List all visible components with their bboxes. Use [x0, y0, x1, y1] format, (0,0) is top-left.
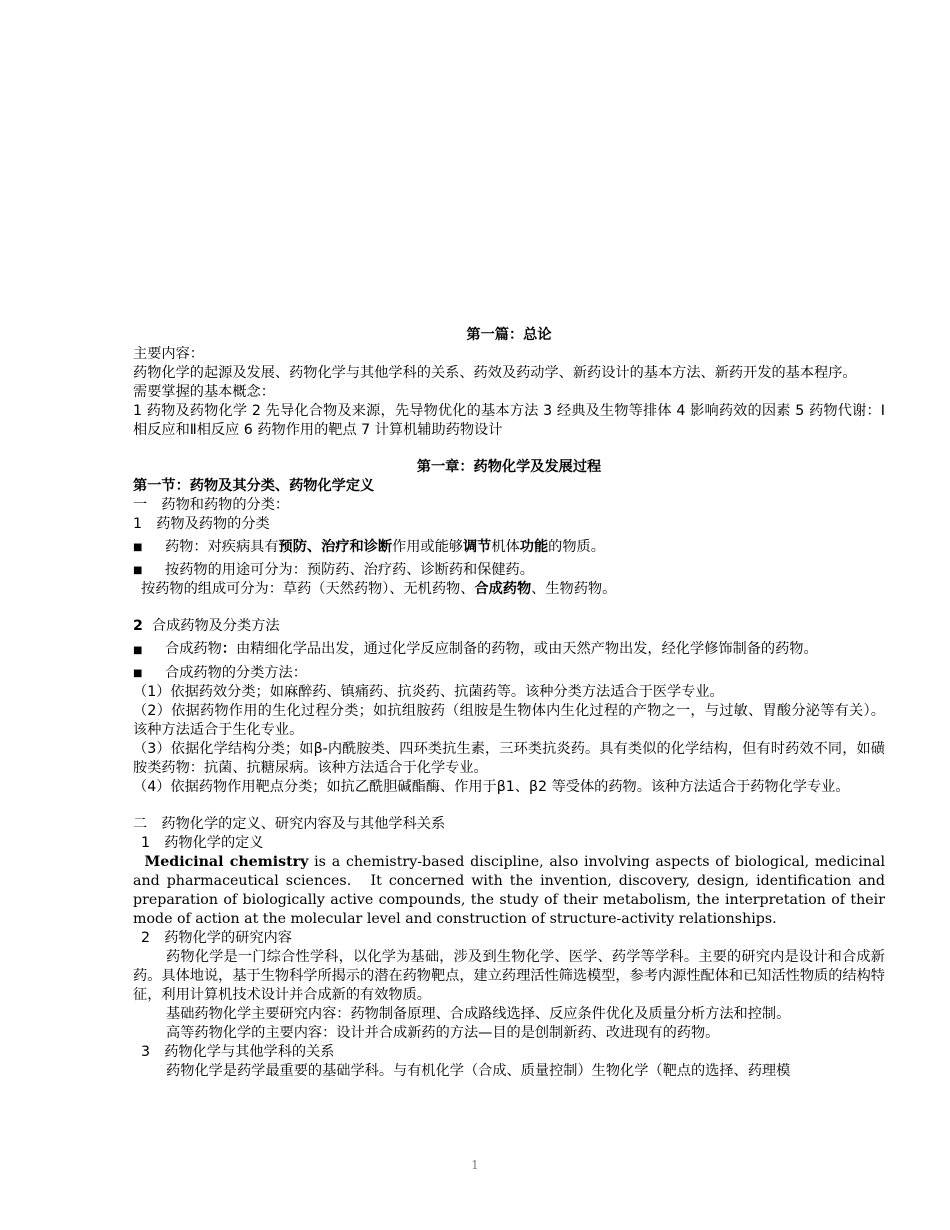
- classification-item: （1）依据药效分类；如麻醉药、镇痛药、抗炎药、抗菌药等。该种分类方法适合于医学专业。: [133, 684, 724, 700]
- classification-item: （4）依据药物作用靶点分类；如抗乙酰胆碱酯酶、作用于β1、β2 等受体的药物。该种方法适合于药物化学专业。: [133, 779, 850, 795]
- medicinal-chemistry-definition: Medicinal chemistry is a chemistry-based discipline, also involving aspects of biological, medicinal and pharmaceutical sciences. It concerned with the invention, discovery, design, identification and preparation of biologically active compounds, the study of their metabolism, the interpretation of their mode of action at the molecular level and construction of structure-activity relationships.: [133, 854, 885, 927]
- bullet-text: 按药物的用途可分为：预防药、治疗药、诊断药和保健药。: [165, 562, 534, 578]
- subsection-item: 3 药物化学与其他学科的关系: [141, 1044, 335, 1060]
- classification-item: （2）依据药物作用的生化过程分类；如抗组胺药（组胺是生物体内生化过程的产物之一，与过敏、胃酸分泌等有关）。该种方法适合于生化专业。: [133, 703, 885, 738]
- by-composition: 按药物的组成可分为：草药（天然药物）、无机药物、合成药物、生物药物。: [141, 581, 617, 597]
- subsection-heading: 一 药物和药物的分类：: [133, 497, 290, 513]
- main-content-label: 主要内容：: [133, 346, 204, 362]
- bullet-by-use: [133, 561, 885, 580]
- bullet-square-icon: ■: [133, 645, 143, 656]
- section-title: 第一节：药物及其分类、药物化学定义: [133, 478, 375, 494]
- classification-item: （3）依据化学结构分类；如β-内酰胺类、四环类抗生素，三环类抗炎药。具有类似的化学结构，但有时药效不同，如磺胺类药物：抗菌、抗糖尿病。该种方法适合于化学专业。: [133, 741, 885, 776]
- main-content-text: 药物化学的起源及发展、药物化学与其他学科的关系、药效及药动学、新药设计的基本方法、新药开发的基本程序。: [133, 365, 857, 381]
- bullet-square-icon: ■: [133, 565, 143, 576]
- bullet-synthetic-definition: ■ 合成药物：由精细化学品出发，通过化学反应制备的药物，或由天然产物出发，经化学修饰制备的药物。: [133, 640, 885, 660]
- bullet-square-icon: ■: [133, 668, 143, 679]
- subsection-heading: 二 药物化学的定义、研究内容及与其他学科关系: [133, 816, 446, 832]
- chapter-title: 第一章：药物化学及发展过程: [416, 459, 602, 475]
- bullet-text: 合成药物的分类方法：: [165, 665, 307, 681]
- bullet-classification-label: [133, 664, 885, 683]
- page-number: 1: [471, 1158, 479, 1172]
- bullet-text: 药物：对疾病具有预防、治疗和诊断作用或能够调节机体功能的物质。: [165, 539, 605, 555]
- subsection-item: 1 药物化学的定义: [141, 835, 264, 851]
- research-paragraph: 基础药物化学主要研究内容：药物制备原理、合成路线选择、反应条件优化及质量分析方法和控制。: [166, 1006, 791, 1022]
- research-paragraph: 药物化学是一门综合性学科，以化学为基础，涉及到生物化学、医学、药学等学科。主要的研究内是设计和合成新药。具体地说，基于生物科学所揭示的潜在药物靶点，建立药理活性筛选模型，参考内源性配体和已知活性物质的结构特征，利用计算机技术设计并合成新的有效物质。: [133, 949, 885, 1003]
- subsection-item: 1 药物及药物的分类: [133, 516, 270, 532]
- part-title: 第一篇：总论: [466, 327, 552, 343]
- bullet-square-icon: ■: [133, 542, 143, 553]
- bullet-drug-definition: [133, 538, 885, 557]
- relation-paragraph: 药物化学是药学最重要的基础学科。与有机化学（合成、质量控制）生物化学（靶点的选择、药理模: [166, 1063, 791, 1079]
- concepts-text: 1 药物及药物化学 2 先导化合物及来源，先导物优化的基本方法 3 经典及生物等排体 4 影响药效的因素 5 药物代谢：I相反应和Ⅱ相反应 6 药物作用的靶点 7 计算机辅助药物设计: [133, 403, 885, 438]
- subsection-item: 2 药物化学的研究内容: [141, 930, 292, 946]
- subsection-item: 2 合成药物及分类方法: [133, 618, 280, 634]
- research-paragraph: 高等药物化学的主要内容：设计并合成新药的方法—目的是创制新药、改进现有的药物。: [166, 1025, 720, 1041]
- page-content: [133, 326, 885, 1081]
- concepts-label: 需要掌握的基本概念：: [133, 384, 275, 400]
